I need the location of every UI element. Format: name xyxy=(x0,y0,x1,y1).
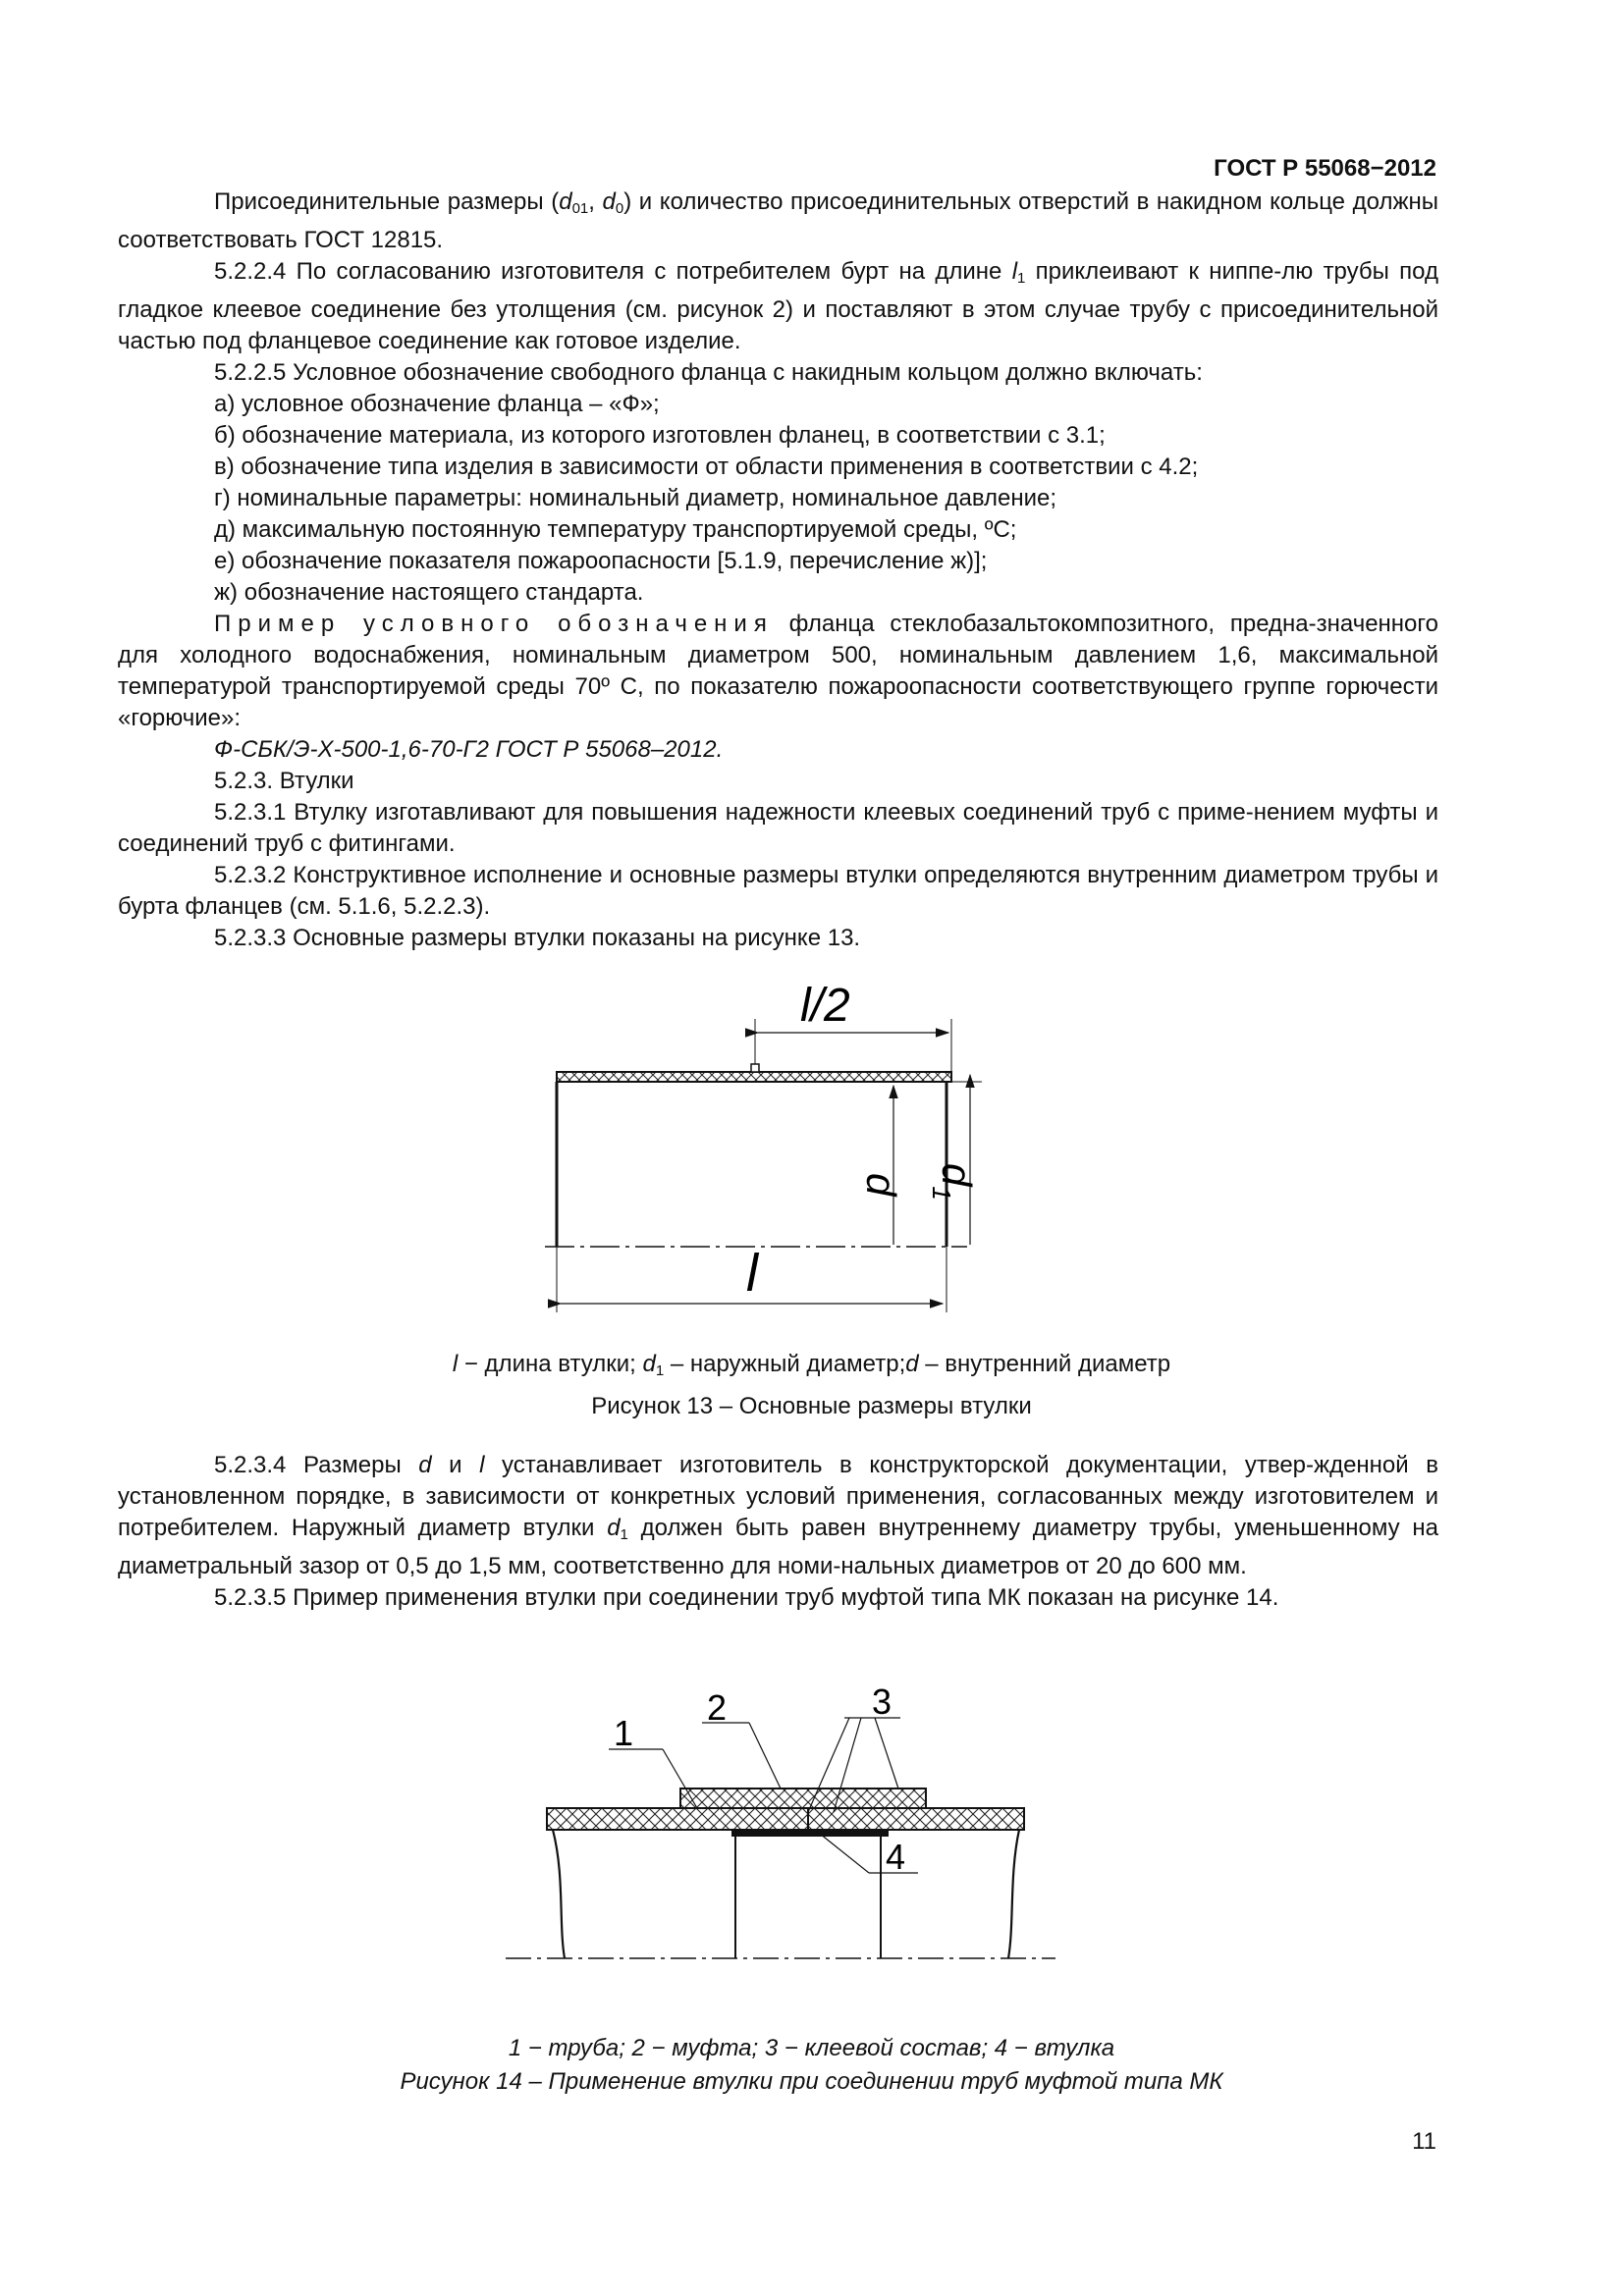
dimension-half-length: l/2 xyxy=(800,980,850,1032)
list-item: д) максимальную постоянную температуру транспортируемой среды, ºС; xyxy=(214,516,1017,543)
list-item: ж) обозначение настоящего стандарта. xyxy=(214,579,644,606)
paragraph-connection-sizes: Присоединительные размеры ($d_{01}$, $d_0$) и количество присоединительных отверстий в накидном кольце должны соответствовать ГОСТ 12815. xyxy=(118,188,1439,253)
coupling xyxy=(680,1789,926,1808)
paragraph-5-2-2-4: 5.2.2.4 По согласованию изготовителя с потребителем бурт на длине $l_1$ приклеивают к ниппе-лю трубы под гладкое клеевое соединение без утолщения (см. рисунок 2) и поставляют в этом случае трубу с присоединительной частью под фланцевое соединение как готовое изделие. xyxy=(118,258,1439,354)
text-block-bottom xyxy=(118,1450,1438,1614)
example-code: Ф-СБК/Э-Х-500-1,6-70-Г2 ГОСТ Р 55068–2012. xyxy=(214,736,724,763)
list-item: г) номинальные параметры: номинальный диаметр, номинальное давление; xyxy=(214,485,1057,511)
paragraph-5-2-3: 5.2.3. Втулки xyxy=(214,768,354,794)
dimension-outer-diameter: $d_1$ xyxy=(927,1163,980,1201)
figure-14-caption: Рисунок 14 – Применение втулки при соединении труб муфтой типа МК xyxy=(400,2068,1223,2095)
figure-13-captions xyxy=(0,1347,1623,1424)
pipe-wall xyxy=(547,1808,1024,1830)
list-item: б) обозначение материала, из которого изготовлен фланец, в соответствии с 3.1; xyxy=(214,422,1106,449)
dimension-length: l xyxy=(746,1244,758,1303)
callout-adhesive: 3 xyxy=(872,1682,893,1722)
bushing-wall xyxy=(557,1072,951,1082)
list-item: е) обозначение показателя пожароопасности [5.1.9, перечисление ж)]; xyxy=(214,548,988,574)
paragraph-5-2-2-5: 5.2.2.5 Условное обозначение свободного фланца с накидным кольцом должно включать: xyxy=(214,359,1203,386)
figure-14-legend: 1 − труба; 2 − муфта; 3 − клеевой состав; 4 − втулка xyxy=(508,2035,1115,2061)
figure-14-captions xyxy=(0,2032,1623,2099)
callout-pipe: 1 xyxy=(614,1713,634,1753)
list-item: а) условное обозначение фланца – «Ф»; xyxy=(214,391,660,417)
callout-coupling: 2 xyxy=(707,1687,728,1728)
figure-13-bushing-drawing xyxy=(530,972,982,1325)
page-number: 11 xyxy=(1412,2128,1436,2155)
paragraph-5-2-3-3: 5.2.3.3 Основные размеры втулки показаны на рисунке 13. xyxy=(214,925,861,951)
standard-header: ГОСТ Р 55068−2012 xyxy=(1214,155,1436,182)
list-item: в) обозначение типа изделия в зависимости от области применения в соответствии с 4.2; xyxy=(214,454,1199,480)
figure-13-caption: Рисунок 13 – Основные размеры втулки xyxy=(591,1393,1032,1419)
figure-13-legend: l − длина втулки; $d_1$ – наружный диаметр;d – внутренний диаметр xyxy=(452,1351,1171,1379)
paragraph-5-2-3-5: 5.2.3.5 Пример применения втулки при соединении труб муфтой типа МК показан на рисунке 14. xyxy=(214,1584,1279,1611)
paragraph-5-2-3-1: 5.2.3.1 Втулку изготавливают для повышения надежности клеевых соединений труб с приме-нением муфты и соединений труб с фитингами. xyxy=(118,799,1438,857)
figure-14-coupling-drawing xyxy=(496,1679,1065,2017)
callout-bushing: 4 xyxy=(886,1837,906,1877)
paragraph-example: Пример условного обозначения фланца стеклобазальтокомпозитного, предна-значенного для холодного водоснабжения, номинальным диаметром 500, номинальным давлением 1,6, максимальной температурой транспортируемой среды 70º С, по показателю пожароопасности соответствующего группе горючести «горючие»: xyxy=(118,611,1438,731)
text-block-top xyxy=(118,187,1438,954)
paragraph-5-2-3-4: 5.2.3.4 Размеры d и l устанавливает изготовитель в конструкторской документации, утвер-жденной в установленном порядке, в зависимости от конкретных условий применения, согласованных между изготовителем и потребителем. Наружный диаметр втулки $d_1$ должен быть равен внутреннему диаметру трубы, уменьшенному на диаметральный зазор от 0,5 до 1,5 мм, соответственно для номи-нальных диаметров от 20 до 600 мм. xyxy=(118,1452,1438,1579)
paragraph-5-2-3-2: 5.2.3.2 Конструктивное исполнение и основные размеры втулки определяются внутренним диаметром трубы и бурта фланцев (см. 5.1.6, 5.2.2.3). xyxy=(118,862,1438,920)
bushing xyxy=(731,1830,889,1837)
dimension-inner-diameter: d xyxy=(858,1173,904,1197)
